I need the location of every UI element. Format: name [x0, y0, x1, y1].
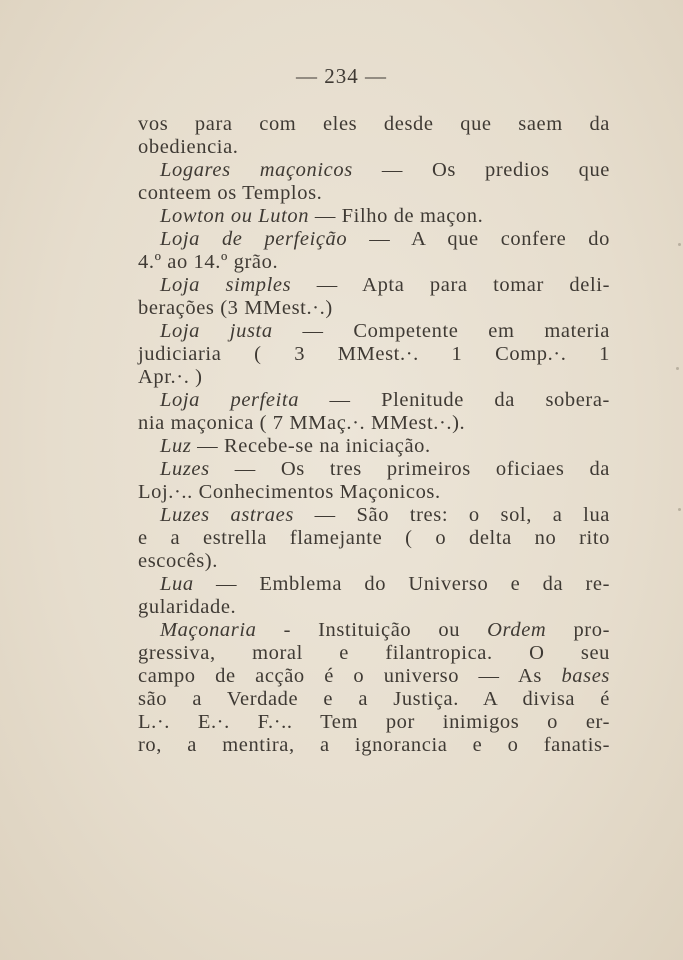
glossary-term: Lowton ou Luton	[160, 205, 310, 227]
text-run: — Emblema do Universo e da re-	[193, 573, 610, 595]
text-line	[138, 228, 610, 251]
text-run: — Os predios que	[352, 159, 610, 181]
text-line	[138, 435, 610, 458]
text-run: — A que confere do	[347, 228, 610, 250]
text-run: conteem os Templos.	[138, 182, 323, 204]
text-line	[138, 642, 610, 665]
text-run: campo de acção é o universo — As	[138, 665, 562, 687]
text-line	[138, 596, 610, 619]
text-line	[138, 274, 610, 297]
text-run: são a Verdade e a Justiça. A divisa é	[138, 688, 610, 710]
text-run: Apr.·. )	[138, 366, 203, 388]
text-line	[138, 688, 610, 711]
text-run: — São tres: o sol, a lua	[293, 504, 610, 526]
glossary-term: Maçonaria	[160, 619, 257, 641]
text-line	[138, 458, 610, 481]
glossary-term: Logares maçonicos	[160, 159, 353, 181]
text-run: — Competente em materia	[272, 320, 610, 342]
text-run: gularidade.	[138, 596, 237, 618]
text-line	[138, 504, 610, 527]
text-run: — Apta para tomar deli-	[291, 274, 610, 296]
text-line	[138, 366, 610, 389]
glossary-term: Lua	[160, 573, 194, 595]
text-line	[138, 550, 610, 573]
text-line	[138, 734, 610, 757]
paper-speck	[678, 508, 681, 511]
text-line	[138, 481, 610, 504]
text-line	[138, 113, 610, 136]
text-run: — Plenitude da sobera-	[299, 389, 610, 411]
glossary-term: Loja simples	[160, 274, 292, 296]
text-line	[138, 297, 610, 320]
text-line	[138, 182, 610, 205]
glossary-term: Luz	[160, 435, 192, 457]
text-line	[138, 159, 610, 182]
paper-speck	[676, 367, 679, 370]
glossary-term: Loja perfeita	[160, 389, 300, 411]
text-run: nia maçonica ( 7 MMaç.·. MMest.·.).	[138, 412, 466, 434]
glossary-term: Luzes astraes	[160, 504, 294, 526]
text-line	[138, 711, 610, 734]
glossary-term: Luzes	[160, 458, 210, 480]
text-line	[138, 136, 610, 159]
glossary-term: bases	[561, 665, 610, 687]
glossary-body	[138, 113, 610, 757]
text-run: pro-	[546, 619, 610, 641]
page-number: — 234 —	[296, 64, 387, 88]
text-run: obediencia.	[138, 136, 239, 158]
text-run: - Instituição ou	[256, 619, 488, 641]
text-run: Loj.·.. Conhecimentos Maçonicos.	[138, 481, 441, 503]
text-run: L.·. E.·. F.·.. Tem por inimigos o er-	[138, 711, 610, 733]
text-line	[138, 205, 610, 228]
text-run: escocês).	[138, 550, 218, 572]
glossary-term: Ordem	[487, 619, 547, 641]
text-run: — Filho de maçon.	[309, 205, 484, 227]
text-run: e a estrella flamejante ( o delta no rito	[138, 527, 610, 549]
text-run: gressiva, moral e filantropica. O seu	[138, 642, 610, 664]
text-run: 4.º ao 14.º grão.	[138, 251, 279, 273]
text-line	[138, 412, 610, 435]
glossary-term: Loja de perfeição	[160, 228, 348, 250]
text-line	[138, 527, 610, 550]
text-line	[138, 665, 610, 688]
text-run: vos para com eles desde que saem da	[138, 113, 610, 135]
text-line	[138, 389, 610, 412]
text-run: ro, a mentira, a ignorancia e o fanatis-	[138, 734, 610, 756]
text-run: — Recebe-se na iniciação.	[191, 435, 431, 457]
text-line	[138, 573, 610, 596]
paper-speck	[678, 243, 681, 246]
glossary-term: Loja justa	[160, 320, 273, 342]
text-line	[138, 343, 610, 366]
text-line	[138, 320, 610, 343]
text-run: judiciaria ( 3 MMest.·. 1 Comp.·. 1	[138, 343, 610, 365]
text-line	[138, 251, 610, 274]
text-run: berações (3 MMest.·.)	[138, 297, 333, 319]
text-line	[138, 619, 610, 642]
text-run: — Os tres primeiros oficiaes da	[209, 458, 610, 480]
